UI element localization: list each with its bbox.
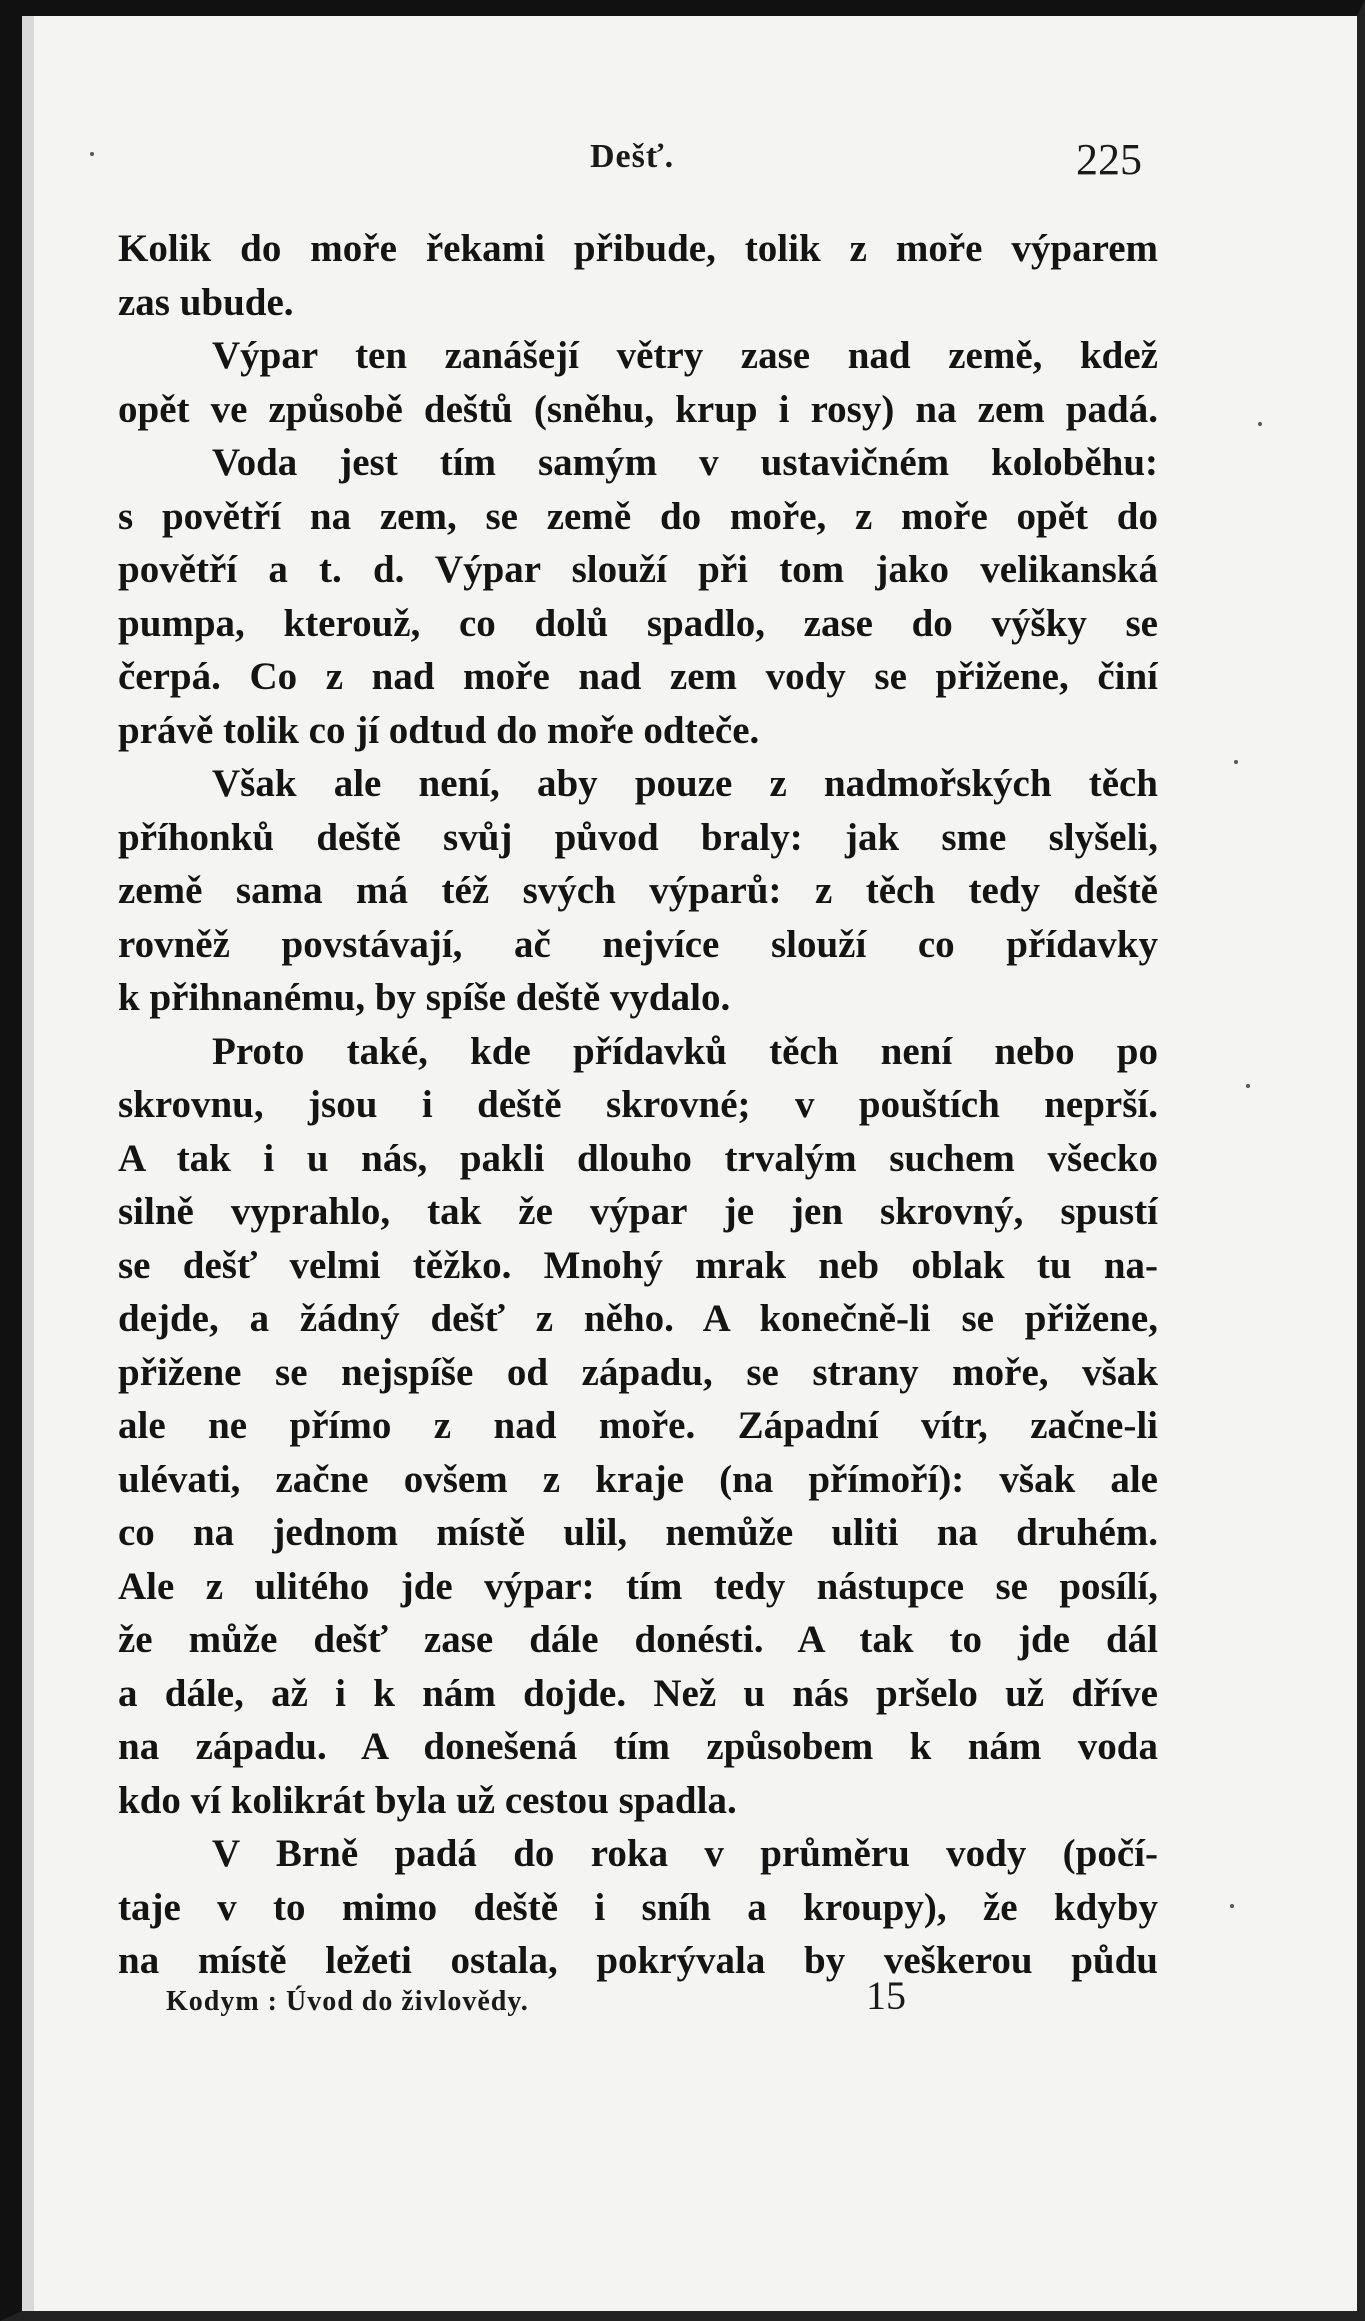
text-line: silně vyprahlo, tak že výpar je jen skrovný, spustí xyxy=(118,1190,1158,1233)
text-line: příhonků deště svůj původ braly: jak sme slyšeli, xyxy=(118,815,1158,859)
text-line: povětří a t. d. Výpar slouží při tom jako velikanská xyxy=(118,548,1158,591)
text-line: dejde, a žádný dešť z něho. A konečně-li se přižene, xyxy=(118,1297,1158,1340)
text-line: Výpar ten zanášejí větry zase nad země, kdež xyxy=(212,334,1158,377)
text-line: země sama má též svých výparů: z těch tedy deště xyxy=(118,869,1158,912)
scan-speck xyxy=(90,152,94,156)
text-line: na místě ležeti ostala, pokrývala by veškerou půdu xyxy=(118,1939,1158,1982)
page-number: 225 xyxy=(1076,135,1142,184)
text-line: že může dešť zase dále donésti. A tak to jde dál xyxy=(118,1618,1158,1661)
running-head-title: Dešť. xyxy=(590,138,675,175)
text-line: a dále, až i k nám dojde. Než u nás pršelo už dříve xyxy=(118,1671,1158,1715)
text-line: V Brně padá do roka v průměru vody (počí- xyxy=(212,1832,1158,1875)
scan-speck xyxy=(1234,760,1238,764)
text-line: opět ve způsobě deštů (sněhu, krup i rosy) na zem padá. xyxy=(118,387,1158,431)
text-line: kdo ví kolikrát byla už cestou spadla. xyxy=(118,1778,737,1822)
text-line: co na jednom místě ulil, nemůže uliti na druhém. xyxy=(118,1511,1158,1554)
scan-speck xyxy=(1246,1084,1250,1088)
text-line: Však ale není, aby pouze z nadmořských těch xyxy=(212,762,1158,805)
scan-edge-stripe xyxy=(22,16,34,2311)
text-line: na západu. A donešená tím způsobem k nám voda xyxy=(118,1725,1158,1768)
scan-speck xyxy=(1230,1904,1234,1908)
text-line: A tak i u nás, pakli dlouho trvalým suchem všecko xyxy=(118,1136,1158,1180)
text-line: právě tolik co jí odtud do moře odteče. xyxy=(118,708,760,752)
text-line: rovněž povstávají, ač nejvíce slouží co přídavky xyxy=(118,922,1158,966)
text-line: ale ne přímo z nad moře. Západní vítr, začne-li xyxy=(118,1404,1158,1447)
text-line: Voda jest tím samým v ustavičném koloběhu: xyxy=(212,441,1158,484)
sheet-signature-mark: 15 xyxy=(866,1973,906,2018)
text-line: zas ubude. xyxy=(118,280,294,324)
text-line: pumpa, kterouž, co dolů spadlo, zase do výšky se xyxy=(118,601,1158,645)
text-line: Ale z ulitého jde výpar: tím tedy nástupce se posílí, xyxy=(118,1564,1158,1608)
text-line: se dešť velmi těžko. Mnohý mrak neb oblak tu na- xyxy=(118,1243,1158,1287)
text-line: skrovnu, jsou i deště skrovné; v pouštích neprší. xyxy=(118,1083,1158,1126)
text-line: ulévati, začne ovšem z kraje (na přímoří): však ale xyxy=(118,1457,1158,1501)
scan-speck xyxy=(1258,422,1262,426)
body-text xyxy=(118,222,1158,1988)
text-line: Proto také, kde přídavků těch není nebo po xyxy=(212,1029,1158,1073)
text-line: Kolik do moře řekami přibude, tolik z moře výparem xyxy=(118,227,1158,270)
text-line: přižene se nejspíše od západu, se strany moře, však xyxy=(118,1350,1158,1394)
text-line: taje v to mimo deště i sníh a kroupy), že kdyby xyxy=(118,1885,1158,1929)
footer-signature: Kodym : Úvod do živlovědy. xyxy=(166,1986,529,2017)
text-line: čerpá. Co z nad moře nad zem vody se přižene, činí xyxy=(118,655,1158,698)
text-line: s povětří na zem, se země do moře, z moře opět do xyxy=(118,494,1158,538)
text-line: k přihnanému, by spíše deště vydalo. xyxy=(118,976,731,1019)
